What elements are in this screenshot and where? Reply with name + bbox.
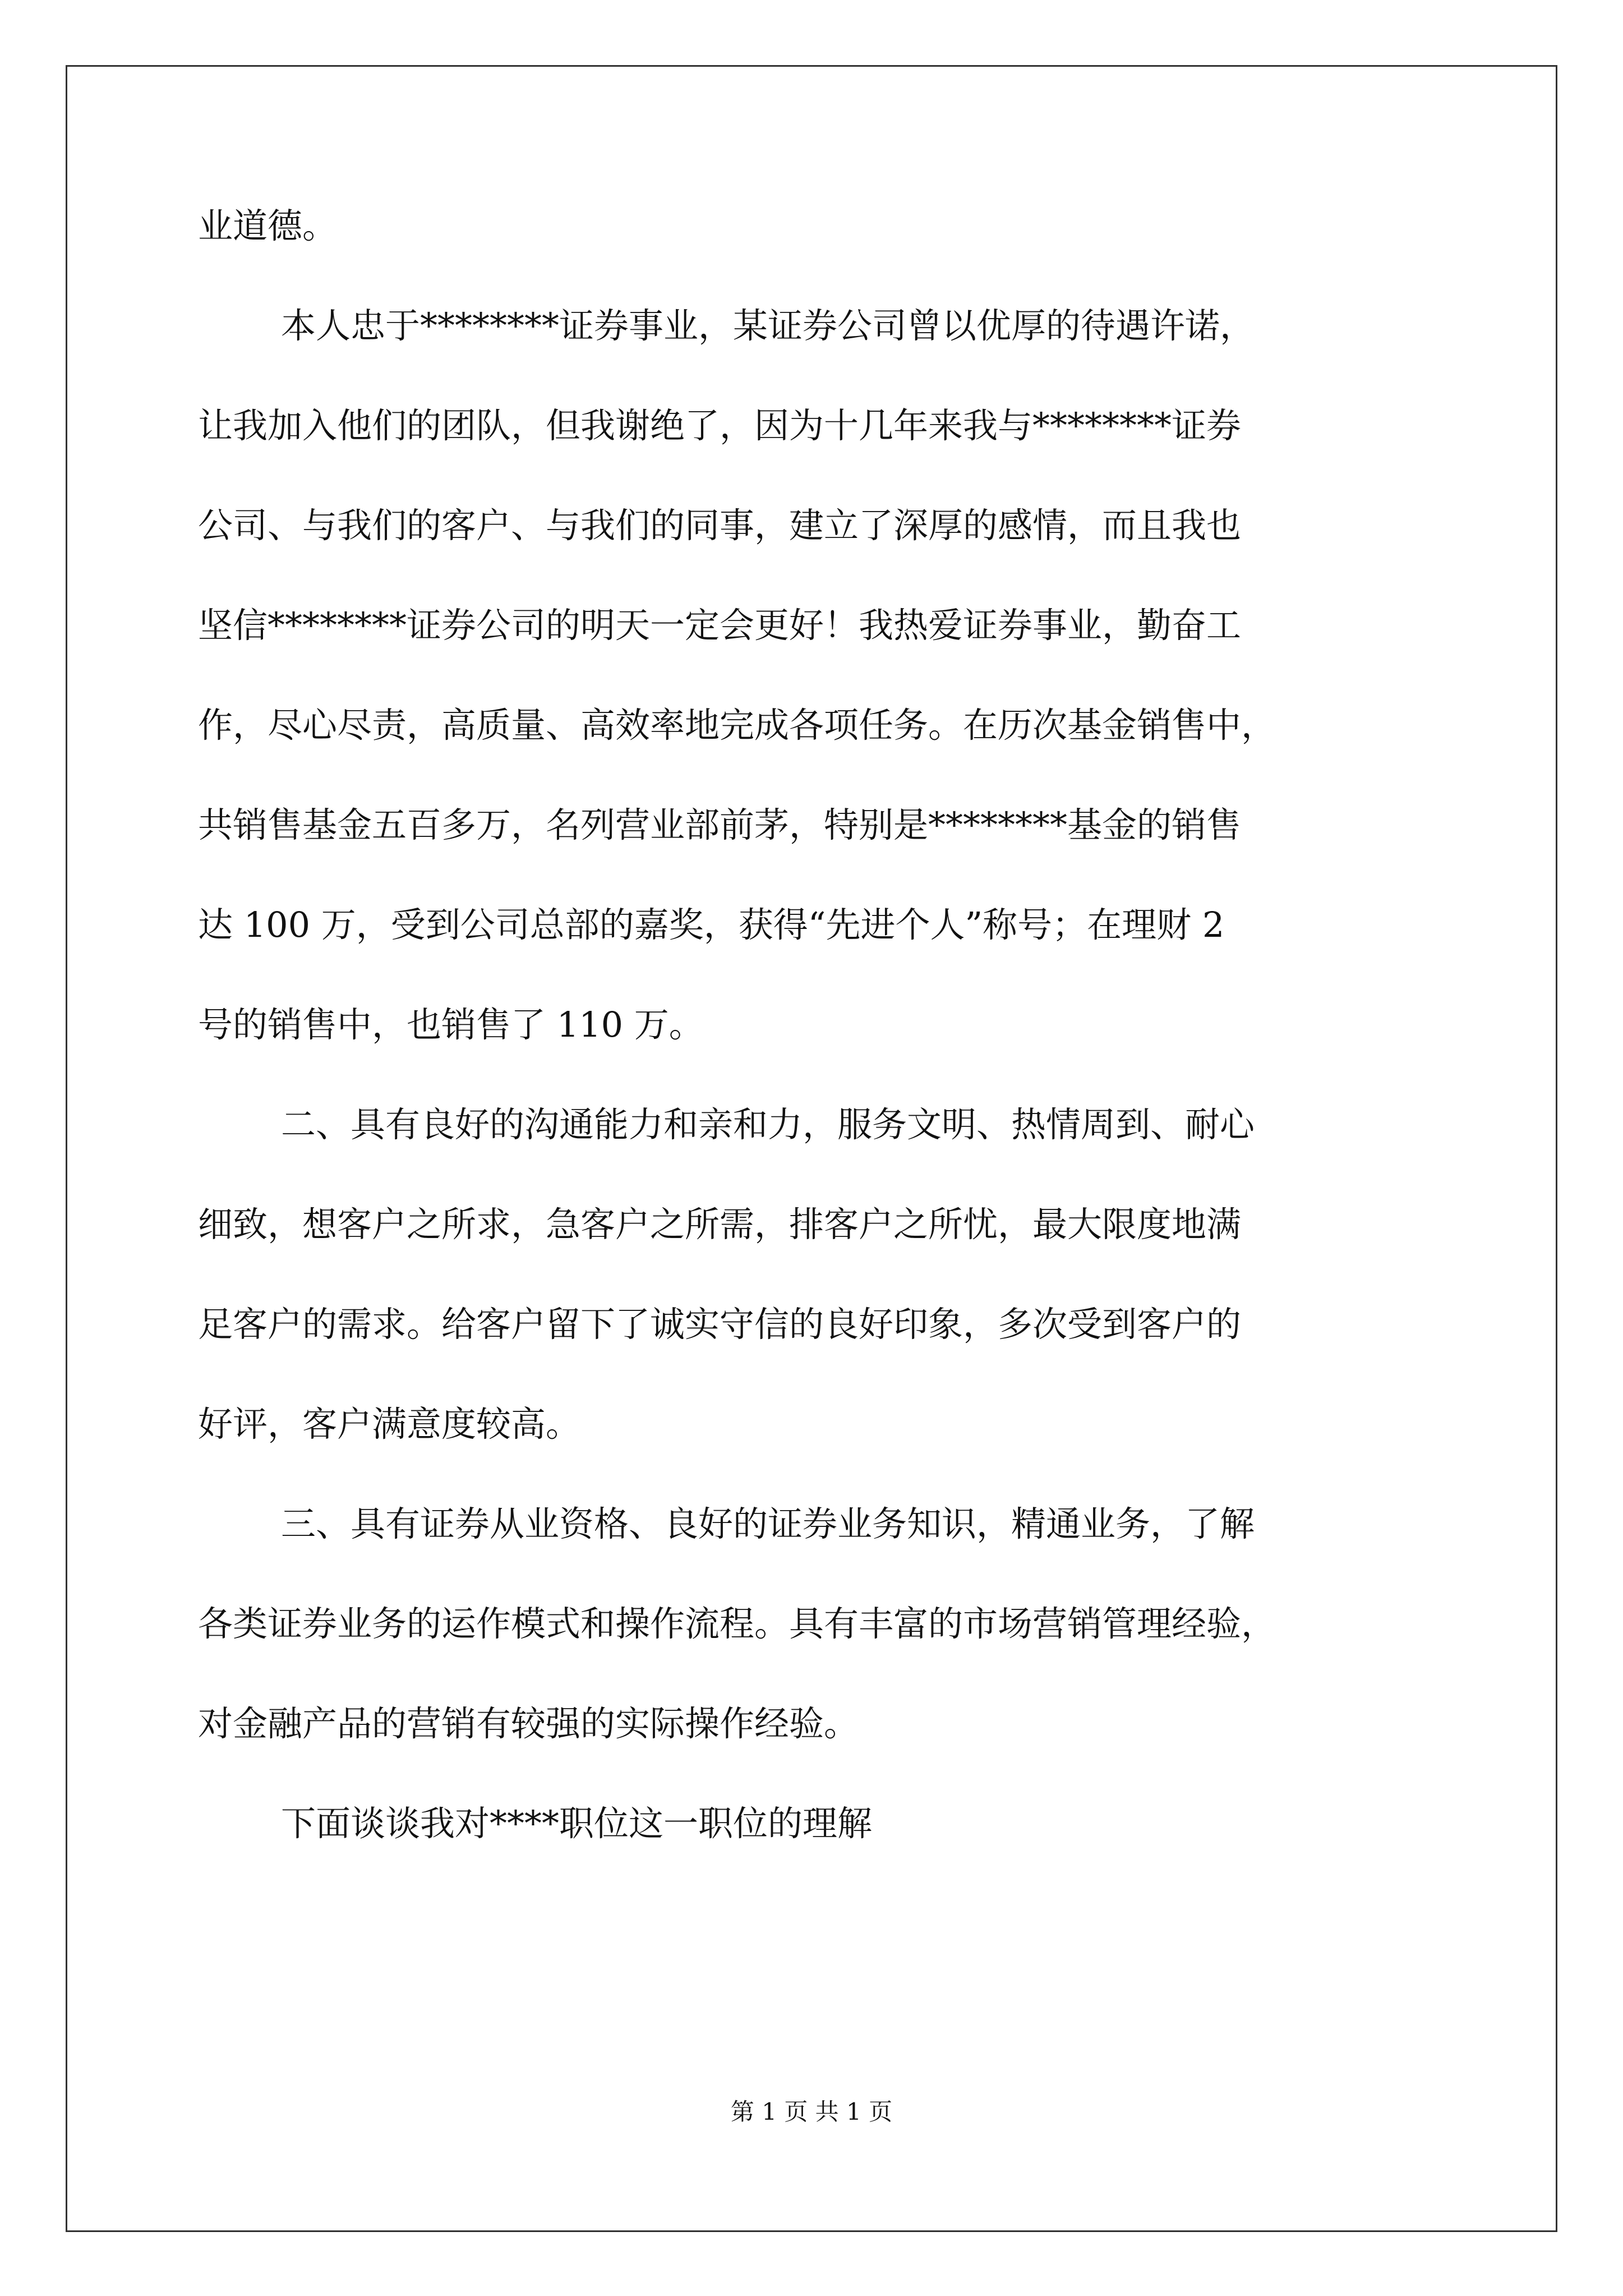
- text-line: 三、具有证券从业资格、良好的证券业务知识，精通业务，了解: [281, 1503, 1255, 1544]
- text-line: 对金融产品的营销有较强的实际操作经验。: [198, 1703, 859, 1744]
- text-line: 作，尽心尽责，高质量、高效率地完成各项任务。在历次基金销售中，: [198, 705, 1276, 746]
- text-line: 公司、与我们的客户、与我们的同事，建立了深厚的感情，而且我也: [198, 505, 1242, 546]
- text-line: 达 100 万，受到公司总部的嘉奖，获得“先进个人”称号；在理财 2: [198, 904, 1225, 945]
- text-line: 共销售基金五百多万，名列营业部前茅，特别是********基金的销售: [198, 804, 1242, 845]
- text-line: 好评，客户满意度较高。: [198, 1404, 581, 1444]
- text-line: 足客户的需求。给客户留下了诚实守信的良好印象，多次受到客户的: [198, 1304, 1242, 1345]
- text-line: 下面谈谈我对****职位这一职位的理解: [281, 1803, 873, 1844]
- text-line: 二、具有良好的沟通能力和亲和力，服务文明、热情周到、耐心: [281, 1104, 1255, 1145]
- text-line: 本人忠于********证券事业，某证券公司曾以优厚的待遇许诺，: [281, 305, 1255, 346]
- text-line: 号的销售中，也销售了 110 万。: [198, 1004, 704, 1045]
- page-footer: 第 1 页 共 1 页: [730, 2098, 893, 2125]
- text-line: 业道德。: [198, 205, 338, 246]
- text-line: 细致，想客户之所求，急客户之所需，排客户之所忧，最大限度地满: [198, 1204, 1242, 1245]
- text-line: 坚信********证券公司的明天一定会更好！我热爱证券事业，勤奋工: [198, 605, 1242, 646]
- text-line: 各类证券业务的运作模式和操作流程。具有丰富的市场营销管理经验，: [198, 1603, 1276, 1644]
- text-line: 让我加入他们的团队，但我谢绝了，因为十几年来我与********证券: [198, 405, 1242, 446]
- page-frame: [66, 65, 1557, 2232]
